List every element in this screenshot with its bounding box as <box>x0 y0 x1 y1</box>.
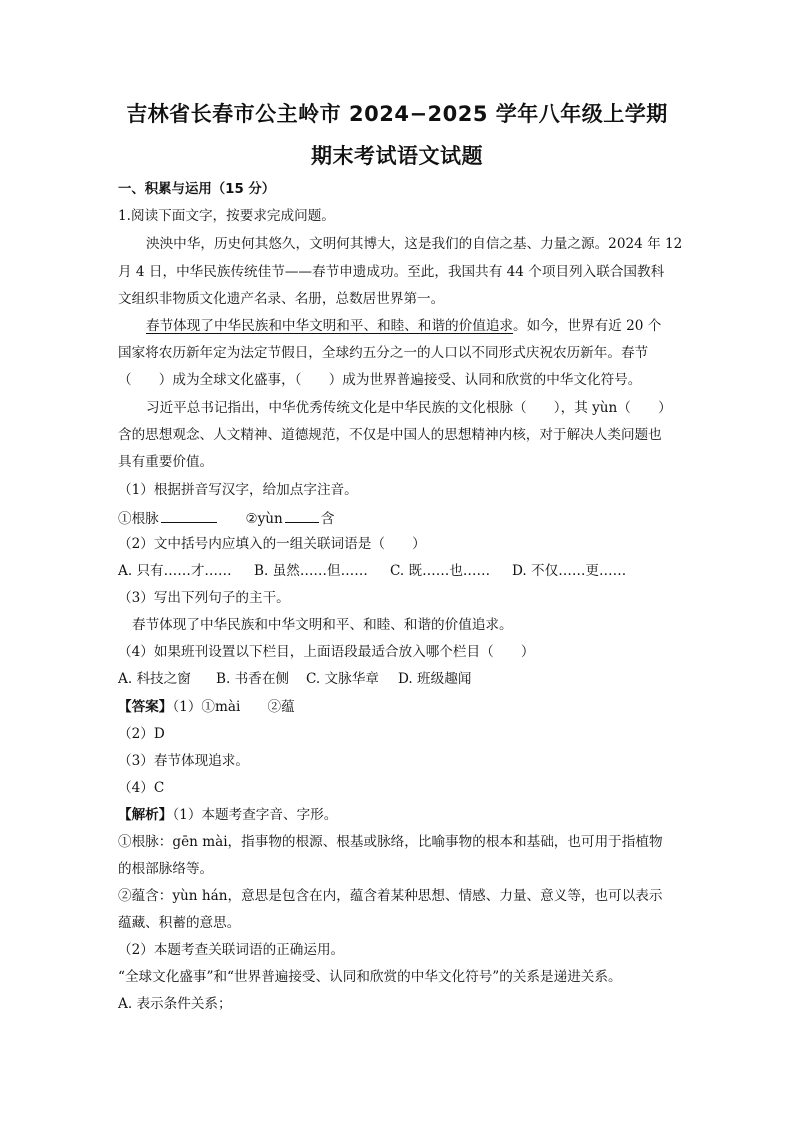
blank-b-suffix: 含 <box>320 511 335 527</box>
option-d: D. 班级趣闻 <box>398 671 472 687</box>
blank-a-line <box>161 508 217 523</box>
answer-label: 【答案】 <box>118 699 173 715</box>
underlined-sentence: 春节体现了中华民族和中华文明和平、和睦、和谐的价值追求 <box>146 318 514 334</box>
analysis-label: 【解析】 <box>118 807 173 823</box>
option-a: A. 只有……才…… <box>118 563 232 579</box>
sub-question-1: （1）根据拼音写汉字，给加点字注音。 <box>118 482 358 498</box>
passage-p2-line2: 国家将农历新年定为法定节假日，全球约五分之一的人口以不同形式庆祝农历新年。春节 <box>118 345 649 361</box>
passage-p3-line3: 具有重要价值。 <box>118 454 214 470</box>
analysis-line-8: A. 表示条件关系； <box>118 996 232 1012</box>
passage-p3-line1: 习近平总书记指出，中华优秀传统文化是中华民族的文化根脉（ ），其 yùn（ ） <box>146 400 672 416</box>
answer-4: （4）C <box>118 780 165 796</box>
blank-b-prefix: ②yùn <box>245 511 283 527</box>
answer-2: （2）D <box>118 726 165 742</box>
analysis-line-2: ①根脉：gēn mài，指事物的根源、根基或脉络，比喻事物的根本和基础，也可用于指植物 <box>118 834 663 850</box>
title-line-2: 期末考试语文试题 <box>311 144 483 168</box>
passage-p2-line3: （ ）成为全球文化盛事，（ ）成为世界普遍接受、认同和欣赏的中华文化符号。 <box>118 372 642 388</box>
sub-question-2-options <box>118 562 626 580</box>
blank-b-line <box>285 508 319 523</box>
passage-p1-line1: 泱泱中华，历史何其悠久，文明何其博大，这是我们的自信之基、力量之源。2024 年 12 <box>146 236 683 252</box>
analysis-line-6: （2）本题考查关联词语的正确运用。 <box>118 942 345 958</box>
blank-a-prefix: ①根脉 <box>118 511 159 527</box>
sub-question-4-options <box>118 670 471 688</box>
option-c: C. 文脉华章 <box>306 671 379 687</box>
passage-p1-line2: 月 4 日，中华民族传统佳节——春节申遗成功。至此，我国共有 44 个项目列入联合国教科 <box>118 264 665 280</box>
analysis-line-4: ②蕴含：yùn hán，意思是包含在内，蕴含着某种思想、情感、力量、意义等，也可以表示 <box>118 888 663 904</box>
analysis-line-3: 的根部脉络等。 <box>118 861 214 877</box>
answer-line-1 <box>118 698 295 716</box>
sub-question-3-sentence: 春节体现了中华民族和中华文明和平、和睦、和谐的价值追求。 <box>132 617 513 633</box>
option-a: A. 科技之窗 <box>118 671 191 687</box>
answer-1: （1）①mài ②蕴 <box>172 699 295 715</box>
answer-3: （3）春节体现追求。 <box>118 753 249 769</box>
section-heading: 一、积累与运用（15 分） <box>118 182 276 197</box>
sub-question-1-blanks <box>118 508 334 528</box>
sub-question-2: （2）文中括号内应填入的一组关联词语是（ ） <box>118 536 426 552</box>
option-b: B. 虽然……但…… <box>254 563 368 579</box>
sub-question-3: （3）写出下列句子的主干。 <box>118 590 290 606</box>
title-line-1: 吉林省长春市公主岭市 2024−2025 学年八年级上学期 <box>126 102 668 126</box>
option-b: B. 书香在侧 <box>216 671 290 687</box>
analysis-1: （1）本题考查字音、字形。 <box>172 807 338 823</box>
passage-p2-line1-rest: 。如今，世界有近 20 个 <box>513 318 662 334</box>
option-c: C. 既……也…… <box>390 563 491 579</box>
question-1-stem: 1.阅读下面文字，按要求完成问题。 <box>118 208 335 224</box>
option-d: D. 不仅……更…… <box>512 563 627 579</box>
analysis-line-5: 蕴藏、积蓄的意思。 <box>118 915 241 931</box>
passage-p3-line2: 含的思想观念、人文精神、道德规范，不仅是中国人的思想精神内核，对于解决人类问题也 <box>118 427 662 443</box>
analysis-line-7: “全球文化盛事”和“世界普遍接受、认同和欣赏的中华文化符号”的关系是递进关系。 <box>118 969 622 985</box>
passage-p1-line3: 文组织非物质文化遗产名录、名册，总数居世界第一。 <box>118 291 445 307</box>
analysis-line-1 <box>118 806 337 824</box>
passage-p2-line1 <box>146 317 661 335</box>
sub-question-4: （4）如果班刊设置以下栏目，上面语段最适合放入哪个栏目（ ） <box>118 644 535 660</box>
